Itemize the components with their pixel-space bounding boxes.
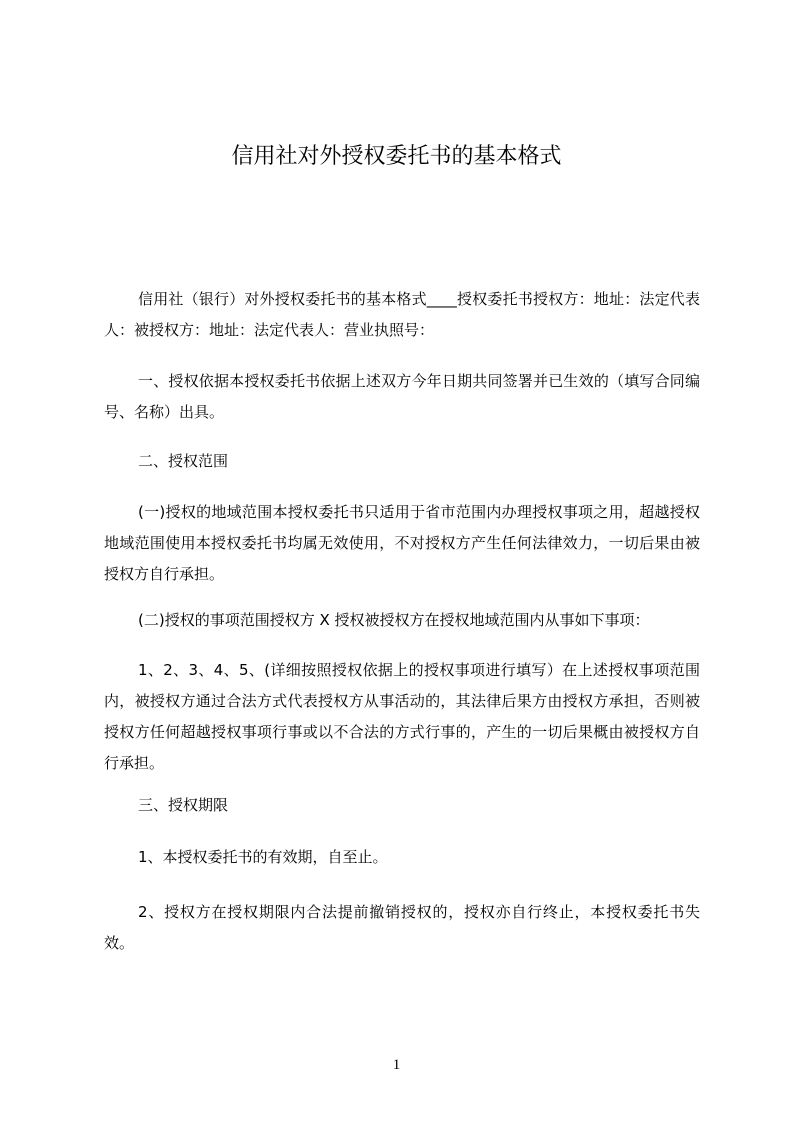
paragraph-section-2-item-2: (二)授权的事项范围授权方 X 授权被授权方在授权地域范围内从事如下事项：	[138, 611, 650, 629]
paragraph-section-2-item-2-detail: 1、2、3、4、5、(详细按照授权依据上的授权事项进行填写）在上述授权事项范围内，被授权方通过合法方式代表授权方从事活动的，其法律后果方由授权方承担，否则被授权方任何超越授权事项行事或以不合法的方式行事的，产生的一切后果概由被授权方自行承担。	[104, 661, 700, 772]
document-title: 信用社对外授权委托书的基本格式	[231, 144, 562, 169]
page-number: 1	[392, 1057, 401, 1073]
paragraph-section-3-item-1: 1、本授权委托书的有效期，自至止。	[138, 848, 388, 866]
paragraph-section-3-item-2: 2、授权方在授权期限内合法提前撤销授权的，授权亦自行终止，本授权委托书失效。	[104, 903, 700, 952]
paragraph-section-1: 一、授权依据本授权委托书依据上述双方今年日期共同签署并已生效的（填写合同编号、名称）出具。	[104, 372, 700, 421]
section-3-heading: 三、授权期限	[138, 796, 229, 814]
section-2-heading: 二、授权范围	[138, 452, 229, 470]
paragraph-section-2-item-1: (一)授权的地域范围本授权委托书只适用于省市范围内办理授权事项之用，超越授权地域范围使用本授权委托书均属无效使用，不对授权方产生任何法律效力，一切后果由被授权方自行承担。	[104, 503, 700, 583]
paragraph-intro: 信用社（银行）对外授权委托书的基本格式____授权委托书授权方：地址：法定代表人：被授权方：地址：法定代表人：营业执照号：	[104, 290, 700, 339]
